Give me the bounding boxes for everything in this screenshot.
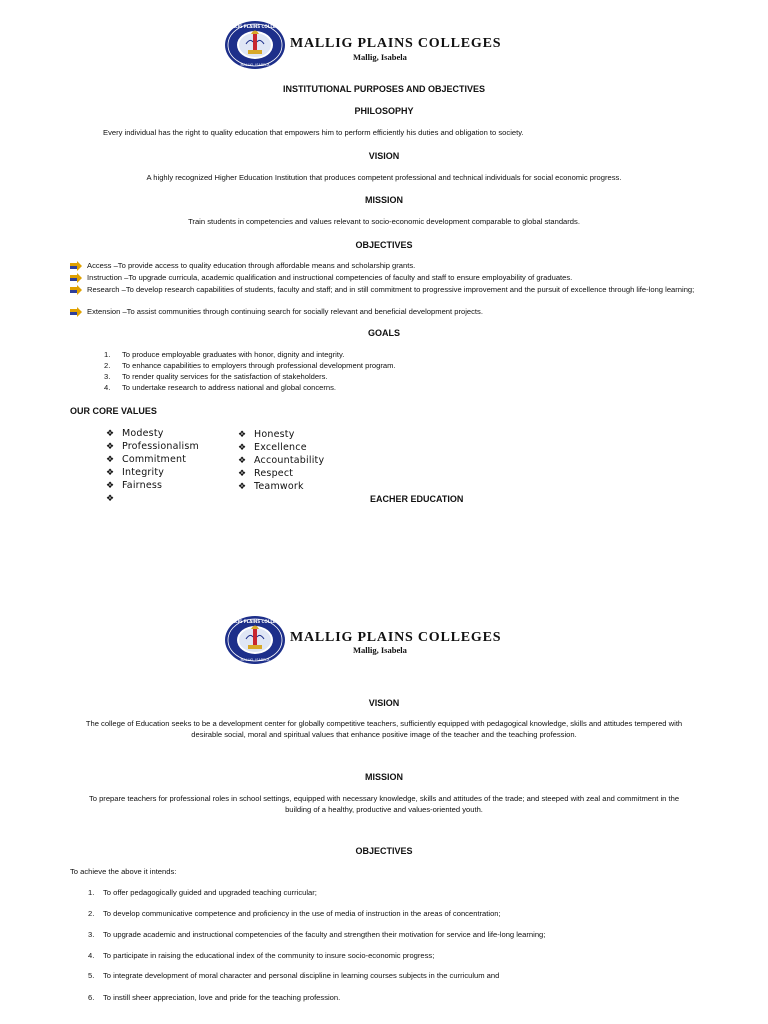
core-value-item: ❖ Modesty bbox=[106, 428, 164, 439]
objective-access: Access –To provide access to quality education through affordable means and scholarship grants. bbox=[70, 261, 710, 271]
diamond-bullet-icon: ❖ bbox=[106, 442, 115, 452]
philosophy-text: Every individual has the right to quality education that empowers him to perform efficiently his duties and obligation to society. bbox=[103, 128, 524, 137]
diamond-bullet-icon: ❖ bbox=[106, 481, 115, 491]
core-value-item: ❖ Excellence bbox=[238, 442, 307, 453]
core-value-item: ❖ Respect bbox=[238, 468, 294, 479]
goals-heading: GOALS bbox=[367, 328, 400, 338]
coe-vision-heading: VISION bbox=[368, 698, 400, 708]
core-values-heading: OUR CORE VALUES bbox=[70, 406, 157, 416]
objective-research: Research –To develop research capabilities of students, faculty and staff; and in still commitment to progressive improvement and the pursuit of excellence through life-long learning; bbox=[70, 285, 710, 295]
college-town: Mallig, Isabela bbox=[353, 645, 407, 655]
core-value-item: ❖ Accountability bbox=[238, 455, 325, 466]
objective-extension: Extension –To assist communities through continuing search for socially relevant and beneficial development projects. bbox=[70, 307, 710, 317]
coe-vision-line2: desirable social, moral and spiritual values that enhance positive image of the teacher and the teaching profession. bbox=[191, 730, 577, 739]
objective-instruction: Instruction –To upgrade curricula, academic qualification and instructional competencies of faculty and staff to ensure employability of graduates. bbox=[70, 273, 710, 283]
core-value-item: ❖ Integrity bbox=[106, 467, 165, 478]
diamond-bullet-icon: ❖ bbox=[238, 456, 247, 466]
objectives-heading: OBJECTIVES bbox=[355, 240, 413, 250]
diamond-bullet-icon: ❖ bbox=[238, 443, 247, 453]
coe-mission-line2: building of a healthy, productive and values-oriented youth. bbox=[285, 805, 483, 814]
college-town: Mallig, Isabela bbox=[353, 52, 407, 62]
seal-bottom-text: MALLIG, ISABELA bbox=[240, 63, 270, 67]
philosophy-heading: PHILOSOPHY bbox=[354, 106, 414, 116]
core-value-item: ❖ Teamwork bbox=[238, 481, 304, 492]
diamond-bullet-icon: ❖ bbox=[238, 430, 247, 440]
college-name: MALLIG PLAINS COLLEGES bbox=[290, 36, 502, 51]
arrow-bullet-icon bbox=[70, 307, 82, 317]
institutional-title: INSTITUTIONAL PURPOSES AND OBJECTIVES bbox=[282, 84, 486, 94]
seal-top-text: MALLIG PLAINS COLLEGES bbox=[225, 619, 285, 624]
vision-heading: VISION bbox=[368, 151, 400, 161]
arrow-bullet-icon bbox=[70, 273, 82, 283]
diamond-bullet-icon: ❖ bbox=[238, 469, 247, 479]
core-value-item: ❖ Professionalism bbox=[106, 441, 199, 452]
coe-vision-line1: The college of Education seeks to be a development center for globally competitive teachers, sufficiently equipped with pedagogical knowledge, skills and attitudes tempered with bbox=[85, 719, 683, 728]
college-seal-icon bbox=[224, 20, 286, 70]
arrow-bullet-icon bbox=[70, 285, 82, 295]
diamond-bullet-icon: ❖ bbox=[106, 494, 115, 504]
coe-mission-line1: To prepare teachers for professional roles in school settings, equipped with necessary knowledge, skills and attitudes of the trade; and steeped with zeal and commitment in the bbox=[88, 794, 680, 803]
truncated-heading: EACHER EDUCATION bbox=[370, 494, 464, 504]
coe-objectives-heading: OBJECTIVES bbox=[355, 846, 413, 856]
coe-objectives-intro: To achieve the above it intends: bbox=[70, 867, 177, 876]
seal-top-text: MALLIG PLAINS COLLEGES bbox=[225, 24, 285, 29]
mission-text: Train students in competencies and values relevant to socio-economic development comparable to global standards. bbox=[188, 217, 580, 226]
arrow-bullet-icon bbox=[70, 261, 82, 271]
diamond-bullet-icon: ❖ bbox=[106, 455, 115, 465]
vision-text: A highly recognized Higher Education Institution that produces competent professional and technical individuals for social economic progress. bbox=[146, 173, 622, 182]
core-value-item bbox=[106, 493, 122, 504]
college-name: MALLIG PLAINS COLLEGES bbox=[290, 630, 502, 645]
seal-bottom-text: MALLIG, ISABELA bbox=[240, 658, 270, 662]
core-value-item: ❖ Commitment bbox=[106, 454, 187, 465]
mission-heading: MISSION bbox=[364, 195, 403, 205]
diamond-bullet-icon: ❖ bbox=[106, 468, 115, 478]
diamond-bullet-icon: ❖ bbox=[106, 429, 115, 439]
coe-mission-heading: MISSION bbox=[364, 772, 403, 782]
diamond-bullet-icon: ❖ bbox=[238, 482, 247, 492]
college-seal-icon bbox=[224, 615, 286, 665]
core-value-item: ❖ Honesty bbox=[238, 429, 295, 440]
core-value-item: ❖ Fairness bbox=[106, 480, 163, 491]
